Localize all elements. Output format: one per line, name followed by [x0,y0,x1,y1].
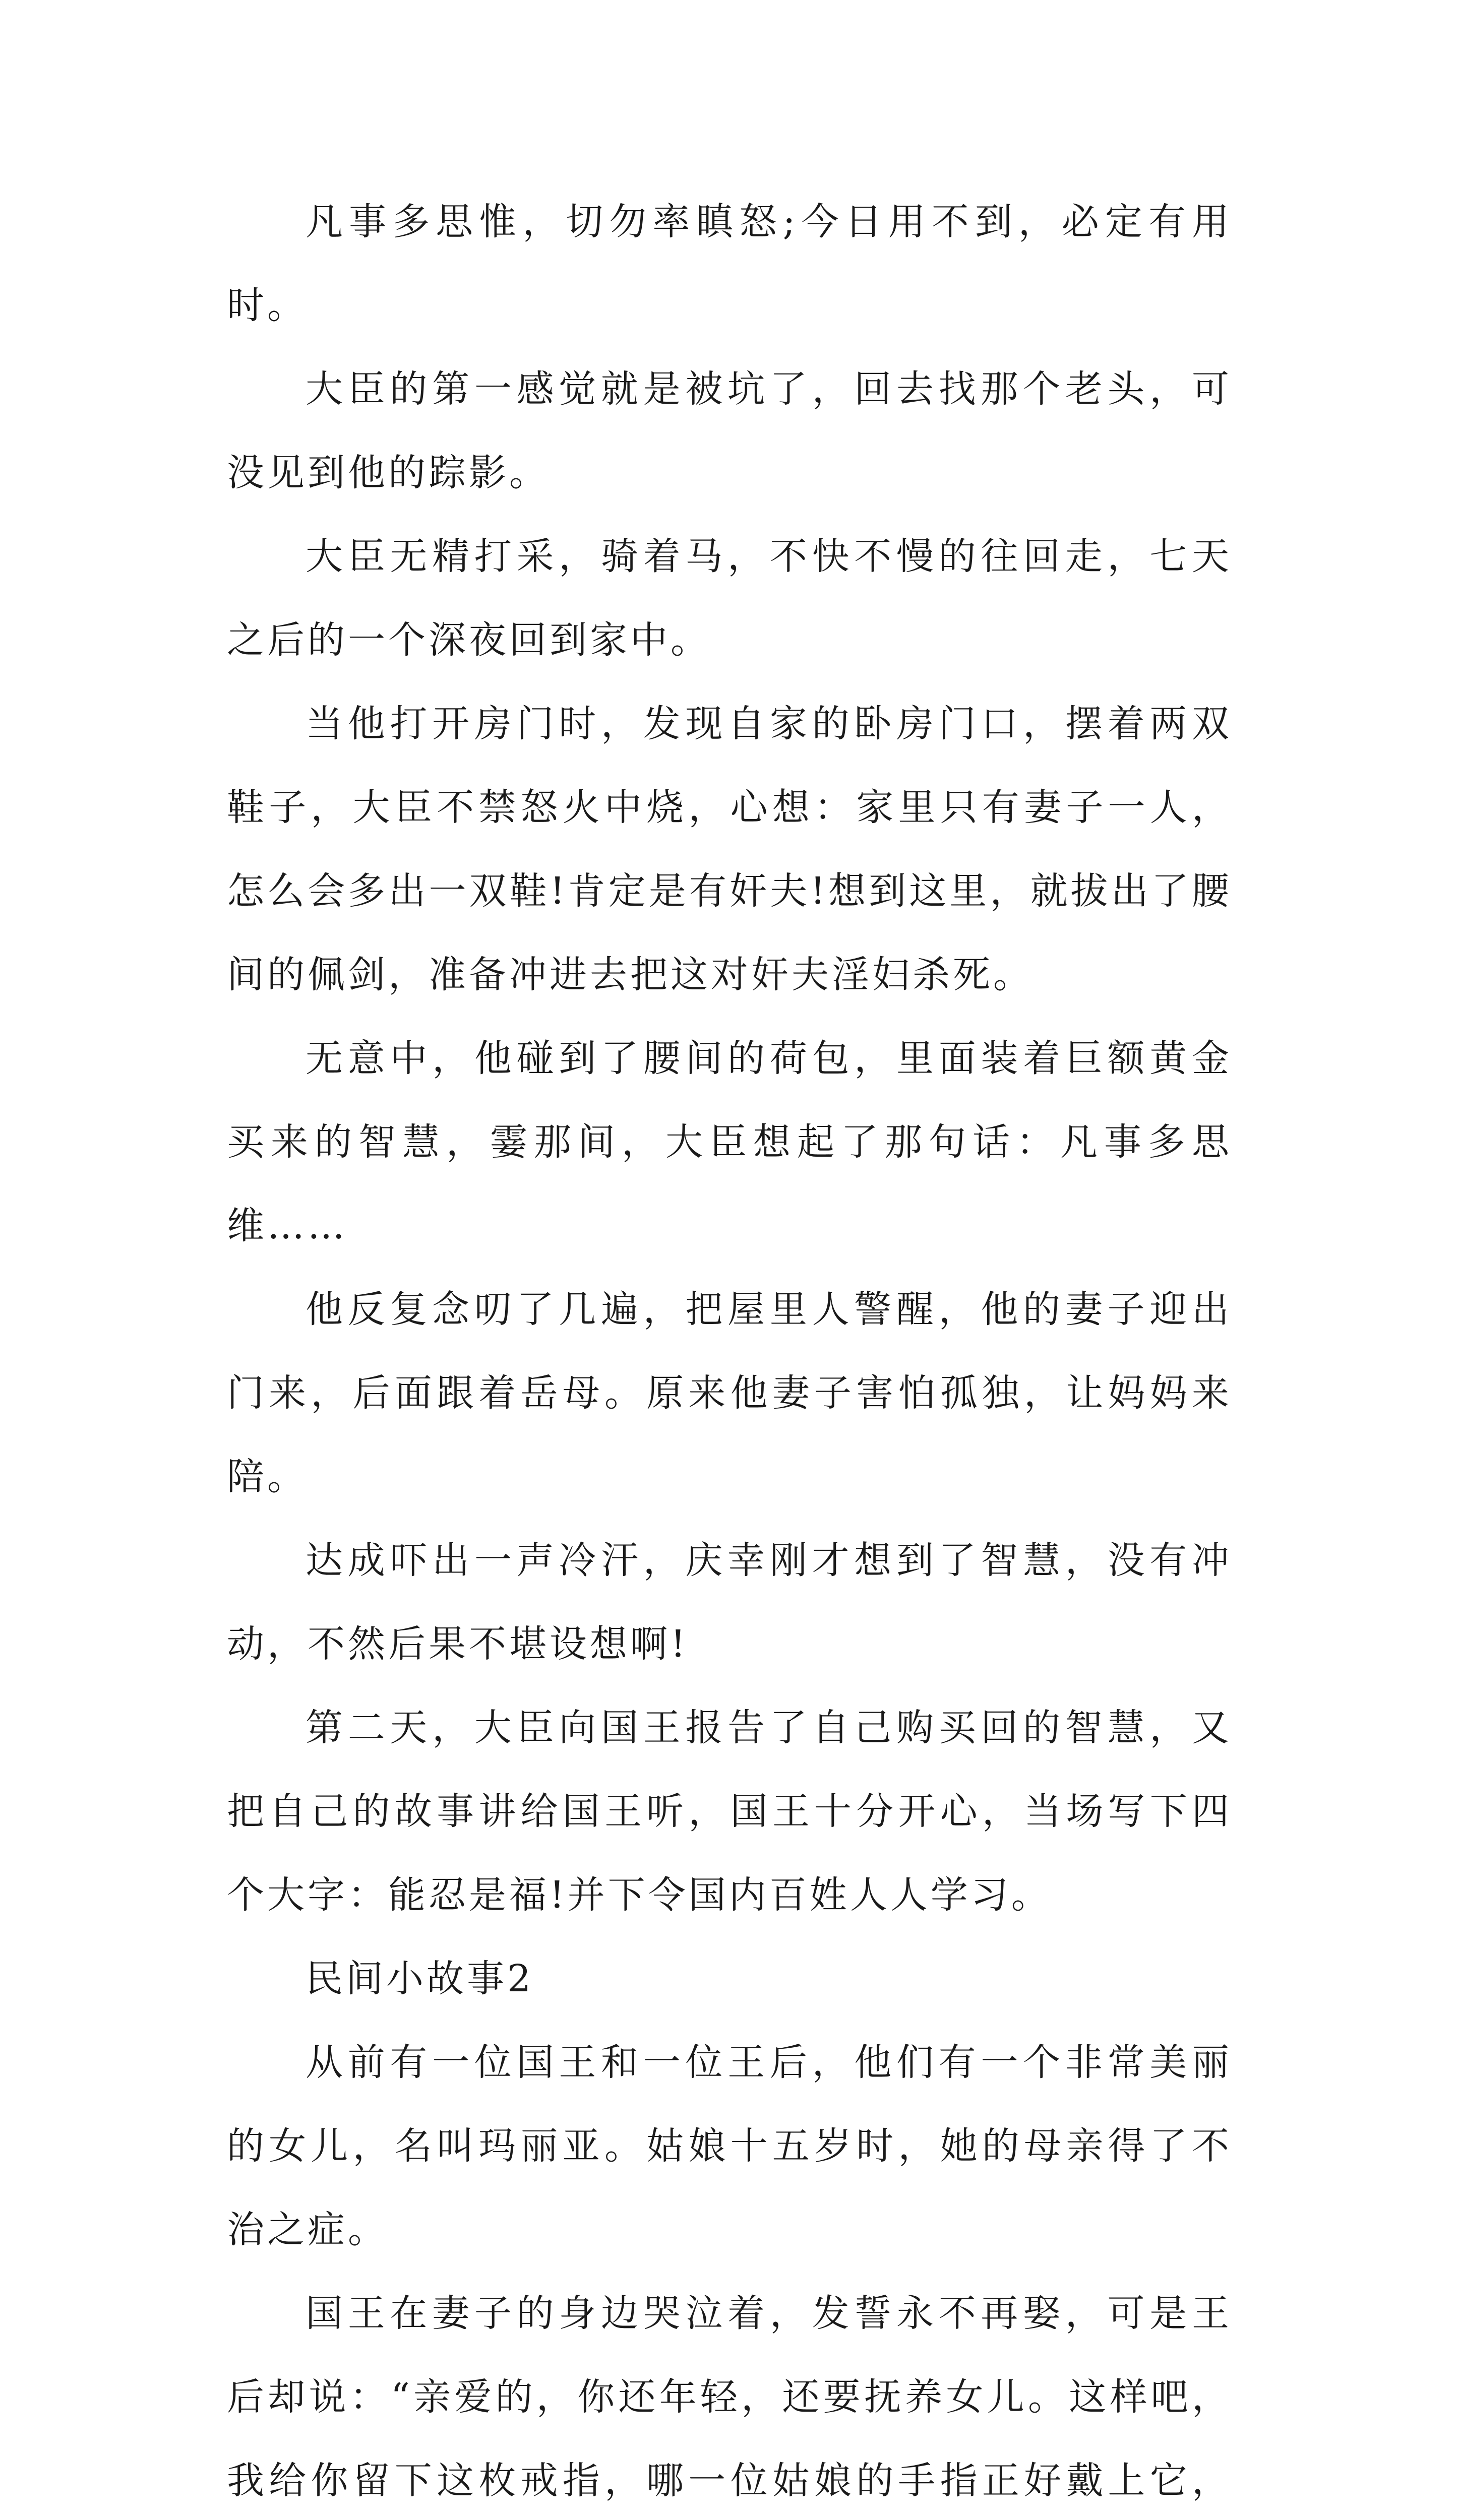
story-heading: 民间小故事2 [306,1957,534,2000]
paragraph-6: 他反复念叨了几遍，把屋里人警醒，他的妻子迎出门来，后面跟着岳母。原来他妻子害怕孤独，让妈妈来陪。 [227,1288,1232,1498]
paragraph-9: 从前有一位国王和一位王后，他们有一个非常美丽的女儿，名叫玛丽亚。姑娘十五岁时，她的母亲得了不治之症。 [227,2041,1232,2251]
document-page [227,180,1232,2520]
paragraph-4: 当他打开房门时，发现自家的卧房门口，摆着两双鞋子，大臣不禁怒火中烧，心想：家里只有妻子一人，怎么会多出一双鞋!肯定是有奸夫!想到这里，就拔出了腰间的佩剑，准备冲进去把这对奸夫淫妇杀死。 [227,702,1232,996]
paragraph-5: 无意中，他碰到了腰间的荷包，里面装着巨额黄金买来的智慧，霎那间，大臣想起了那句话：凡事多思维…… [227,1037,1232,1247]
paragraph-2: 大臣的第一感觉就是被坑了，回去找那个老头，可没见到他的踪影。 [227,367,1232,494]
paragraph-7: 达成吓出一声冷汗，庆幸刚才想到了智慧，没有冲动，不然后果不堪设想啊! [227,1539,1232,1666]
paragraph-10: 国王在妻子的身边哭泣着，发誓永不再娶，可是王后却说：“亲爱的，你还年轻，还要抚养女儿。这样吧，我给你留下这枚戒指，哪一位姑娘的手指正好戴上它， [227,2292,1232,2502]
paragraph-3: 大臣无精打采，骑着马，不快不慢的往回走，七天之后的一个深夜回到家中。 [227,535,1232,662]
paragraph-8: 第二天，大臣向国王报告了自己购买回的智慧，又把自己的故事讲给国王听，国王十分开心，当场写下四个大字：能忍是福!并下令国内百姓人人学习。 [227,1706,1232,1917]
paragraph-1: 凡事多思惟，切勿率瞋怒;今日用不到，必定有用时。 [227,200,1232,327]
